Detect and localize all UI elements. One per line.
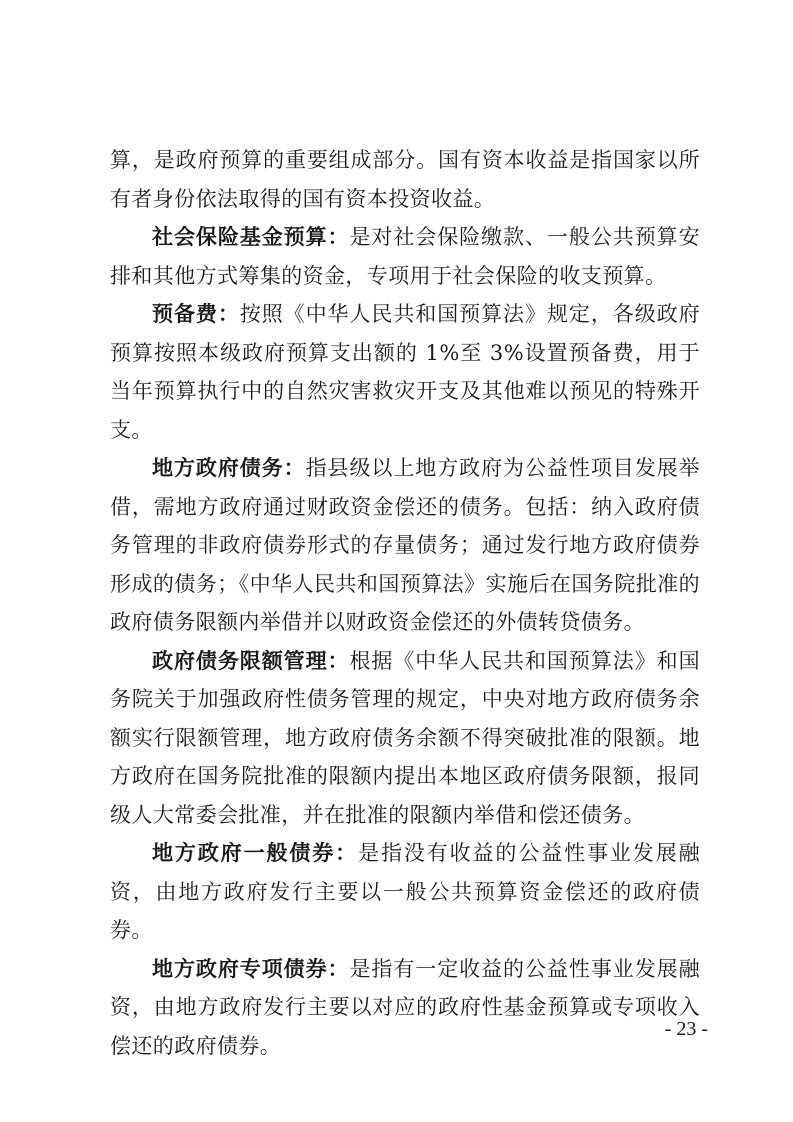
paragraph-text: 是对社会保险缴款、一般公共预算安排和其他方式筹集的资金，专项用于社会保险的收支预算。: [110, 225, 700, 288]
term-heading: 政府债务限额管理：: [152, 648, 350, 673]
term-heading: 社会保险基金预算：: [152, 225, 350, 249]
paragraph-text: 是指没有收益的公益性事业发展融资，由地方政府发行主要以一般公共预算资金偿还的政府债券。: [110, 841, 700, 942]
paragraph-general-bonds: [110, 834, 700, 950]
page-number: - 23 -: [664, 1018, 708, 1040]
paragraph-debt-limit-management: [110, 642, 700, 835]
term-heading: 地方政府债务：: [152, 456, 306, 480]
paragraph-text: 指县级以上地方政府为公益性项目发展举借，需地方政府通过财政资金偿还的债务。包括：纳入政府债务管理的非政府债券形式的存量债务；通过发行地方政府债券形成的债务；《中华人民共和国预算法》实施后在国务院批准的政府债务限额内举借并以财政资金偿还的外债转贷债务。: [110, 456, 700, 634]
term-heading: 预备费：: [152, 302, 240, 326]
term-heading: 地方政府专项债券：: [152, 956, 350, 981]
paragraph-reserve-fund: [110, 295, 700, 449]
paragraph-text: 按照《中华人民共和国预算法》规定，各级政府预算按照本级政府预算支出额的 1%至 3%设置预备费，用于当年预算执行中的自然灾害救灾开支及其他难以预见的特殊开支。: [110, 302, 700, 442]
term-heading: 地方政府一般债券：: [152, 841, 359, 865]
paragraph-continuation: [110, 141, 700, 218]
paragraph-text: 算，是政府预算的重要组成部分。国有资本收益是指国家以所有者身份依法取得的国有资本投资收益。: [110, 148, 700, 211]
paragraph-special-bonds: [110, 950, 700, 1066]
paragraph-text: 根据《中华人民共和国预算法》和国务院关于加强政府性债务管理的规定，中央对地方政府债务余额实行限额管理，地方政府债务余额不得突破批准的限额。地方政府在国务院批准的限额内提出本地区政府债务限额，报同级人大常委会批准，并在批准的限额内举借和偿还债务。: [110, 648, 700, 827]
paragraph-local-government-debt: [110, 449, 700, 642]
paragraph-social-insurance-fund-budget: [110, 218, 700, 295]
paragraph-text: 是指有一定收益的公益性事业发展融资，由地方政府发行主要以对应的政府性基金预算或专项收入偿还的政府债券。: [110, 956, 700, 1058]
body-text: [110, 141, 700, 1065]
